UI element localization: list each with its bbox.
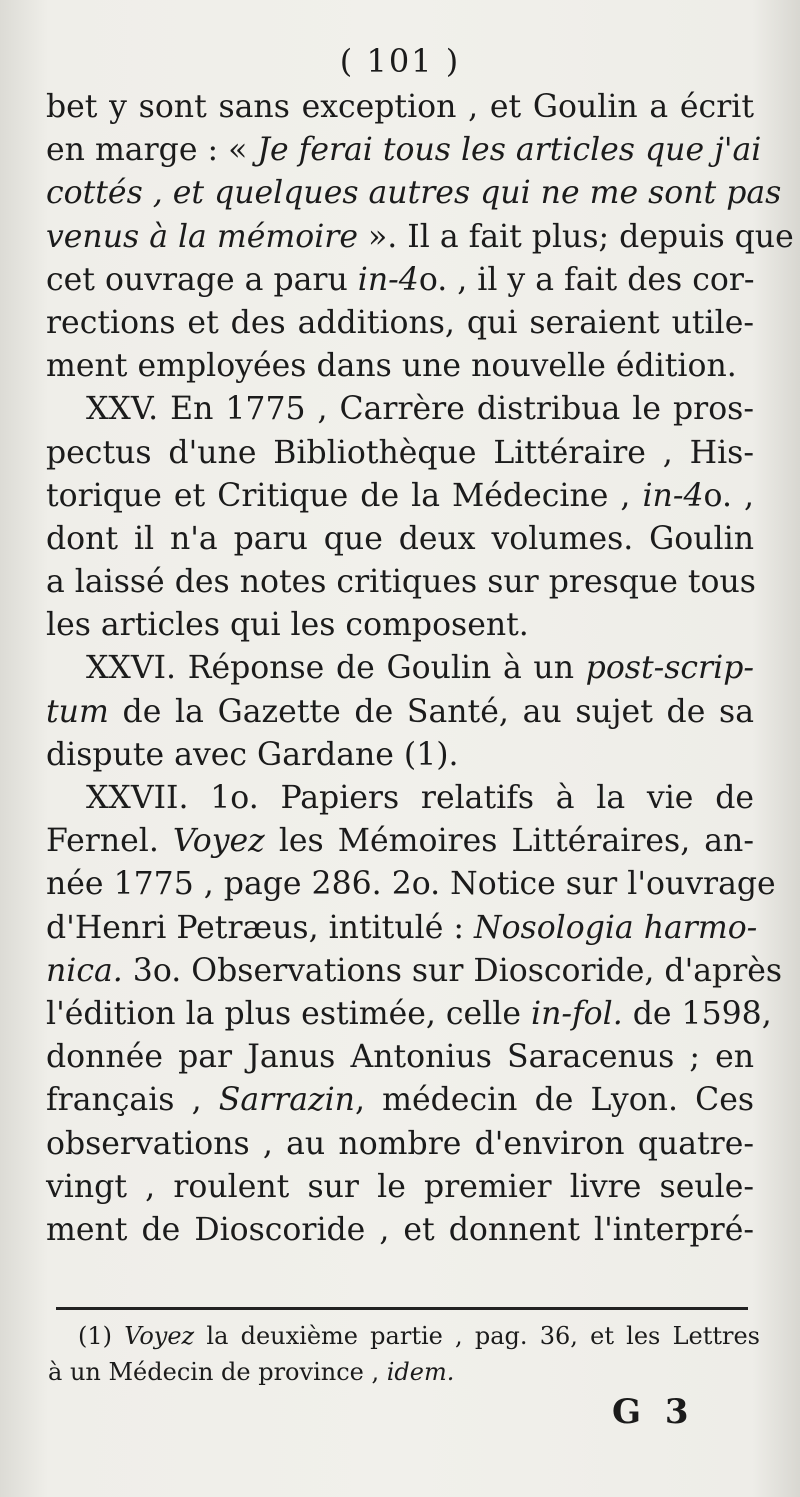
text-line: dont il n'a paru que deux volumes. Goulin	[46, 520, 754, 557]
text-segment: XXVI. Réponse de Goulin à un	[86, 650, 586, 687]
text-segment: d'Henri Petræus, intitulé :	[46, 909, 474, 946]
text-segment: , médecin de Lyon. Ces	[354, 1082, 755, 1119]
text-line: née 1775 , page 286. 2o. Notice sur l'ouvrage	[46, 866, 776, 903]
text-segment: en marge : «	[46, 132, 258, 169]
footnote	[48, 1318, 760, 1390]
text-line: donnée par Janus Antonius Saracenus ; en	[46, 1039, 754, 1076]
format-italic: in-4	[357, 261, 419, 298]
entry-xxv: XXV. En 1775 , Carrère distribua le pros-	[86, 391, 754, 428]
text-line	[46, 820, 754, 863]
text-line: observations , au nombre d'environ quatre-	[46, 1125, 754, 1162]
text-line: pectus d'une Bibliothèque Littéraire , His-	[46, 434, 754, 471]
text-line: les articles qui les composent.	[46, 607, 529, 644]
text-line: ment de Dioscoride , et donnent l'interpré-	[46, 1211, 754, 1248]
text-line	[46, 993, 772, 1036]
text-segment: Fernel.	[46, 823, 173, 860]
page-number: ( 101 )	[339, 42, 461, 80]
text-line	[46, 950, 783, 993]
term-italic: idem.	[386, 1358, 455, 1386]
format-italic: in-4	[642, 477, 704, 514]
quote-italic: venus à la mémoire	[46, 218, 358, 255]
text-segment: o. ,	[703, 477, 755, 514]
title-italic: Nosologia harmo-	[474, 909, 758, 946]
term-italic: Voyez	[124, 1322, 195, 1350]
footnote-marker: (1)	[78, 1322, 125, 1350]
signature-mark: G 3	[612, 1392, 695, 1432]
text-line: vingt , roulent sur le premier livre seule-	[46, 1168, 754, 1205]
text-segment: français ,	[46, 1082, 219, 1119]
title-italic: nica.	[46, 952, 123, 989]
text-segment: la deuxième partie , pag. 36, et les Lettres	[194, 1322, 760, 1350]
text-segment: ». Il a fait plus; depuis que	[357, 218, 794, 255]
text-line: ment employées dans une nouvelle édition.	[46, 348, 737, 385]
text-line	[46, 691, 754, 734]
text-line	[46, 475, 754, 518]
text-segment: de 1598,	[622, 995, 772, 1032]
term-italic: tum	[46, 693, 109, 730]
text-line	[46, 907, 758, 950]
text-line	[46, 129, 762, 172]
text-segment: les Mémoires Littéraires, an-	[264, 823, 754, 860]
footnote-line	[48, 1318, 760, 1354]
text-segment: de la Gazette de Santé, au sujet de sa	[108, 693, 754, 730]
text-segment: o. , il y a fait des cor-	[418, 261, 755, 298]
entry-xxvi	[46, 647, 754, 690]
text-line	[46, 216, 794, 259]
body-text	[46, 86, 794, 1252]
text-line: rections et des additions, qui seraient utile-	[46, 304, 754, 341]
text-line	[46, 259, 754, 302]
text-segment: à un Médecin de province ,	[48, 1358, 387, 1386]
format-italic: in-fol.	[531, 995, 623, 1032]
text-segment: cet ouvrage a paru	[46, 261, 358, 298]
term-italic: post-scrip-	[585, 650, 754, 687]
term-italic: Voyez	[172, 823, 265, 860]
quote-italic: Je ferai tous les articles que j'ai	[257, 132, 762, 169]
text-line: dispute avec Gardane (1).	[46, 736, 459, 773]
text-line	[46, 1079, 754, 1122]
text-line: bet y sont sans exception , et Goulin a écrit	[46, 89, 754, 125]
footnote-line	[48, 1354, 760, 1390]
text-segment: 3o. Observations sur Dioscoride, d'après	[122, 952, 783, 989]
quote-italic: cottés , et quelques autres qui ne me sont pas	[46, 175, 782, 212]
text-segment: torique et Critique de la Médecine ,	[46, 477, 643, 514]
text-line: a laissé des notes critiques sur presque tous	[46, 564, 756, 601]
name-italic: Sarrazin	[218, 1082, 355, 1119]
footnote-rule	[56, 1307, 748, 1310]
text-segment: l'édition la plus estimée, celle	[46, 995, 531, 1032]
entry-xxvii: XXVII. 1o. Papiers relatifs à la vie de	[86, 780, 754, 816]
